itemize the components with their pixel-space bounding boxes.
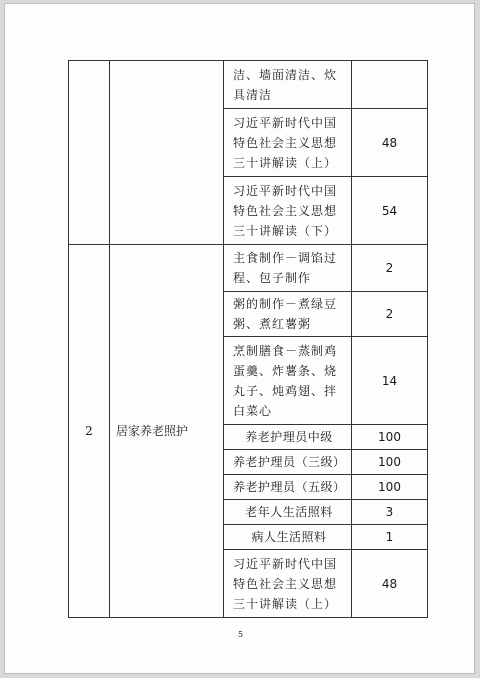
course-hours: 48 [352,550,428,618]
course-hours [352,61,428,109]
course-hours: 48 [352,109,428,177]
course-hours: 2 [352,292,428,337]
course-hours: 100 [352,475,428,500]
course-name: 养老护理员（五级） [224,475,352,500]
course-hours: 14 [352,337,428,425]
course-hours: 3 [352,500,428,525]
course-name: 习近平新时代中国特色社会主义思想三十讲解读（上） [224,109,352,177]
table-row [69,245,428,292]
course-name: 主食制作－调馅过程、包子制作 [224,245,352,292]
course-hours: 100 [352,450,428,475]
table-row [69,61,428,109]
course-name: 老年人生活照料 [224,500,352,525]
group-1-index-cell [69,61,110,245]
course-hours: 1 [352,525,428,550]
group-2-index: 2 [69,245,110,618]
course-name: 粥的制作－煮绿豆粥、煮红薯粥 [224,292,352,337]
group-2-category: 居家养老照护 [110,245,224,618]
course-name: 养老护理员中级 [224,425,352,450]
group-1-category-cell [110,61,224,245]
course-name: 病人生活照料 [224,525,352,550]
course-name: 洁、墙面清洁、炊具清洁 [224,61,352,109]
course-table [68,60,428,618]
course-name: 养老护理员（三级） [224,450,352,475]
course-hours: 2 [352,245,428,292]
document-page [4,3,475,674]
course-name: 习近平新时代中国特色社会主义思想三十讲解读（下） [224,177,352,245]
course-hours: 100 [352,425,428,450]
course-name: 烹制膳食－蒸制鸡蛋羹、炸薯条、烧丸子、炖鸡翅、拌白菜心 [224,337,352,425]
page-number: 5 [237,630,244,639]
course-hours: 54 [352,177,428,245]
course-name: 习近平新时代中国特色社会主义思想三十讲解读（上） [224,550,352,618]
